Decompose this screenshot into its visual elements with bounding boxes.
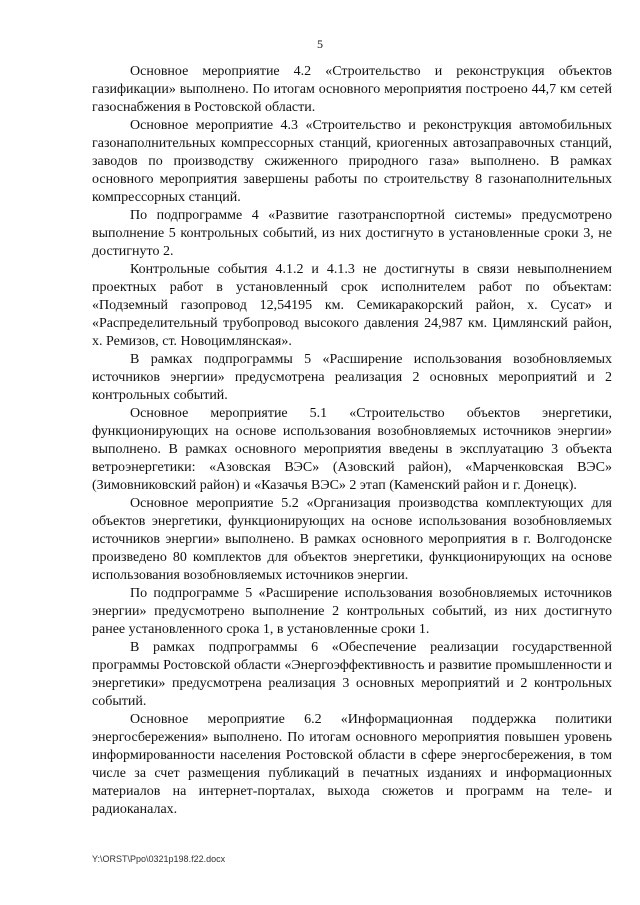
- paragraph-activity-5-2: Основное мероприятие 5.2 «Организация производства комплектующих для объектов энергетики, функционирующих на основе использования возобновляемых источников энергии» выполнено. В рамках основного мероприятия в г. Волгодонске произведено 80 комплектов для объектов энергетики, функционирующих на основе использования возобновляемых источников энергии.: [92, 496, 612, 583]
- paragraph-subprogram-4-events: По подпрограмме 4 «Развитие газотранспортной системы» предусмотрено выполнение 5 контрольных событий, из них достигнуто в установленные сроки 3, не достигнуто 2.: [92, 208, 612, 259]
- document-body: [92, 63, 612, 819]
- paragraph-activity-4-3: Основное мероприятие 4.3 «Строительство и реконструкция автомобильных газонаполнительных компрессорных станций, криогенных автозаправочных станций, заводов по производству сжиженного природного газа» выполнено. В рамках основного мероприятия завершены работы по строительству 8 газонаполнительных компрессорных станций.: [92, 118, 612, 205]
- footer-file-path: Y:\ORST\Ppo\0321p198.f22.docx: [92, 854, 226, 864]
- paragraph-activity-6-2: Основное мероприятие 6.2 «Информационная поддержка политики энергосбережения» выполнено. По итогам основного мероприятия повышен уровень информированности населения Ростовской области в сфере энергосбережения, в том числе за счет размещения публикаций в печатных изданиях и информационных материалов на интернет-порталах, выхода сюжетов и программ на теле- и радиоканалах.: [92, 712, 612, 817]
- paragraph-activity-4-2: Основное мероприятие 4.2 «Строительство и реконструкция объектов газификации» выполнено. По итогам основного мероприятия построено 44,7 км сетей газоснабжения в Ростовской области.: [92, 64, 612, 115]
- paragraph-events-not-achieved: Контрольные события 4.1.2 и 4.1.3 не достигнуты в связи невыполнением проектных работ в установленный срок исполнителем работ по объектам: «Подземный газопровод 12,54195 км. Семикаракорский район, х. Сусат» и «Распределительный трубопровод высокого давления 24,987 км. Цимлянский район, х. Ремизов, ст. Новоцимлянская».: [92, 262, 612, 349]
- paragraph-subprogram-5: В рамках подпрограммы 5 «Расширение использования возобновляемых источников энергии» предусмотрена реализация 2 основных мероприятий и 2 контрольных событий.: [92, 352, 612, 403]
- paragraph-subprogram-5-events: По подпрограмме 5 «Расширение использования возобновляемых источников энергии» предусмотрено выполнение 2 контрольных событий, из них достигнуто ранее установленного срока 1, в установленные сроки 1.: [92, 586, 612, 637]
- page-number: 5: [317, 37, 323, 51]
- paragraph-activity-5-1: Основное мероприятие 5.1 «Строительство объектов энергетики, функционирующих на основе использования возобновляемых источников энергии» выполнено. В рамках основного мероприятия введены в эксплуатацию 3 объекта ветроэнергетики: «Азовская ВЭС» (Азовский район), «Марченковская ВЭС» (Зимовниковский район) и «Казачья ВЭС» 2 этап (Каменский район и г. Донецк).: [92, 406, 612, 493]
- paragraph-subprogram-6: В рамках подпрограммы 6 «Обеспечение реализации государственной программы Ростовской области «Энергоэффективность и развитие промышленности и энергетики» предусмотрена реализация 3 основных мероприятий и 2 контрольных событий.: [92, 640, 612, 709]
